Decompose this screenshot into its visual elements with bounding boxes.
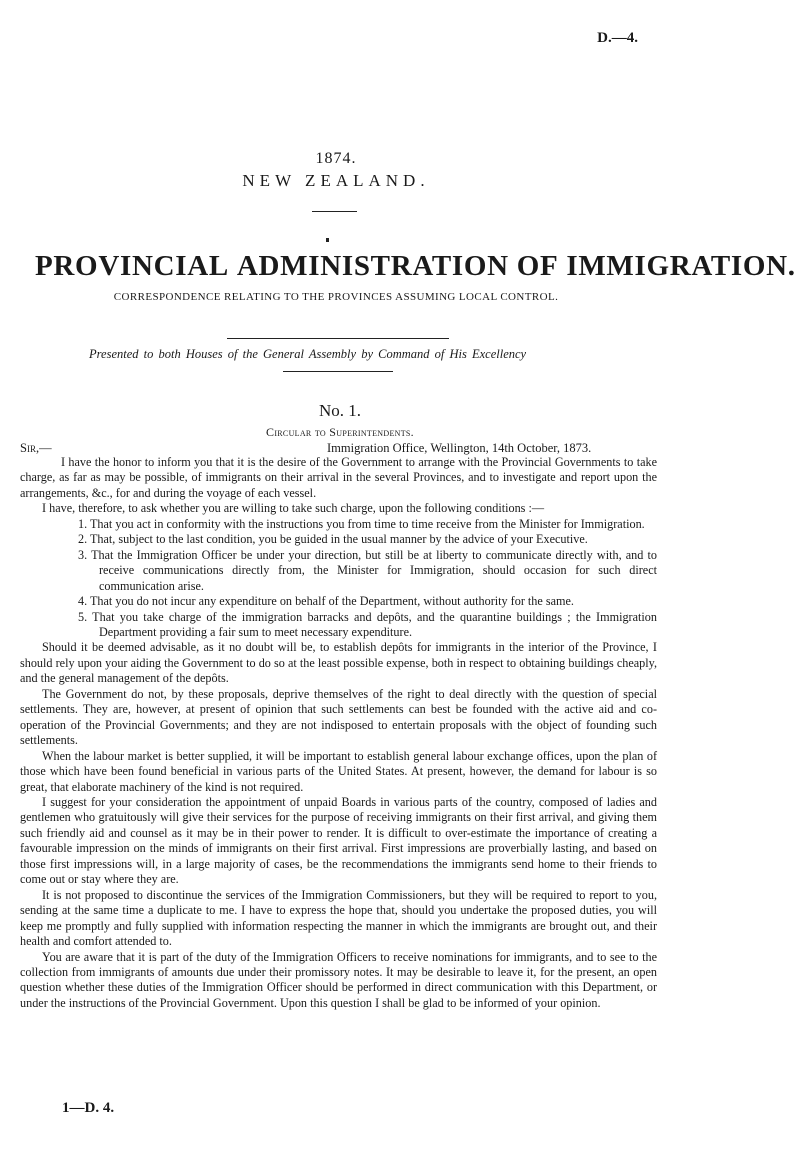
title-word: OF <box>516 250 559 282</box>
condition-item: 5. That you take charge of the immigration barracks and depôts, and the quarantine buildings ; the Immigration Department providing a fair sum to meet necessary expenditure. <box>78 609 657 639</box>
divider-rule <box>283 371 393 372</box>
divider-rule <box>312 211 357 212</box>
circular-heading: Circular to Superintendents. <box>266 425 414 439</box>
condition-item: 3. That the Immigration Officer be under your direction, but still be at liberty to communicate directly with, and to receive communications directly from, the Minister for Immigration, should occasion for such direct communication arise. <box>78 547 657 593</box>
page-reference: D.—4. <box>597 30 638 46</box>
title-word: PROVINCIAL <box>35 250 229 282</box>
condition-item: 4. That you do not incur any expenditure on behalf of the Department, without authority for the same. <box>78 594 574 609</box>
document-year: 1874. <box>315 150 357 167</box>
condition-item: 2. That, subject to the last condition, you be guided in the usual manner by the advice of your Executive. <box>78 532 588 547</box>
paragraph: It is not proposed to discontinue the services of the Immigration Commissioners, but they will be required to report to you, sending at the same time a duplicate to me. I have to express the hope that, should you undertake the proposed duties, you will keep me promptly and fully supplied with information respecting the manner in which the immigrants are brought out, and their health and comfort attended to. <box>20 887 657 949</box>
paragraph: I have the honor to inform you that it is the desire of the Government to arrange with the Provincial Governments to take charge, as far as may be possible, of immigrants on their arrival in the several Provinces, and to investigate and report upon the arrangements, &c., for and during the voyage of each vessel. <box>20 455 657 500</box>
paragraph: I have, therefore, to ask whether you are willing to take such charge, upon the following conditions :— <box>42 501 545 516</box>
dateline: Immigration Office, Wellington, 14th October, 1873. <box>327 441 592 455</box>
title-word: IMMIGRATION. <box>566 250 796 282</box>
condition-item: 1. That you act in conformity with the instructions you from time to time receive from the Minister for Immigration. <box>78 516 645 531</box>
country-heading: NEW ZEALAND. <box>242 171 430 190</box>
paragraph: The Government do not, by these proposals, deprive themselves of the right to deal directly with the question of special settlements. They are, however, at present of opinion that such settlements can best be founded with the active aid and co-operation of the Provincial Governments; and they are not indisposed to entertain proposals with the object of founding such settlements. <box>20 686 657 748</box>
document-title <box>35 250 796 283</box>
paragraph: Should it be deemed advisable, as it no doubt will be, to establish depôts for immigrants in the interior of the Province, I should rely upon your aiding the Government to do so at the least possible expense, both in respect to obtaining buildings cheaply, and the general management of the depôts. <box>20 640 657 686</box>
paragraph: I suggest for your consideration the appointment of unpaid Boards in various parts of the country, composed of ladies and gentlemen who gratuitously will give their services for the purpose of receiving immigrants on their first arrival, and giving them such friendly aid and counsel as it may be in their power to render. It is difficult to over-estimate the importance of creating a favourable impression on the minds of immigrants on their first arrival. First impressions are proverbially lasting, and based on those first impressions will, in a large majority of cases, be the recommendations the immigrants send home to their friends to come out or stay where they are. <box>20 794 657 887</box>
salutation: Sir,— <box>20 441 52 455</box>
letter-body <box>20 455 657 1011</box>
paragraph: When the labour market is better supplied, it will be important to establish general labour exchange offices, upon the plan of those which have been found beneficial in various parts of the United States. At present, however, the demand for labour is so great, that elaborate machinery of the kind is not required. <box>20 748 657 794</box>
title-word: ADMINISTRATION <box>236 250 509 282</box>
letter-number: No. 1. <box>318 401 362 420</box>
divider-rule <box>227 338 449 339</box>
conditions-list <box>20 517 657 641</box>
presented-line: Presented to both Houses of the General Assembly by Command of His Excellency <box>89 347 527 361</box>
document-subtitle: CORRESPONDENCE RELATING TO THE PROVINCES ASSUMING LOCAL CONTROL. <box>113 291 559 303</box>
ornament-dot <box>326 238 329 242</box>
paragraph: You are aware that it is part of the duty of the Immigration Officers to receive nominations for immigrants, and to see to the collection from immigrants of amounts due under their promissory notes. It may be desirable to leave it, for the present, an open question whether these duties of the Immigration Officer should be performed in direct communication with this Department, or under the instructions of the Provincial Government. Upon this question I shall be glad to be informed of your opinion. <box>20 949 657 1010</box>
footer-page-reference: 1—D. 4. <box>62 1100 115 1116</box>
